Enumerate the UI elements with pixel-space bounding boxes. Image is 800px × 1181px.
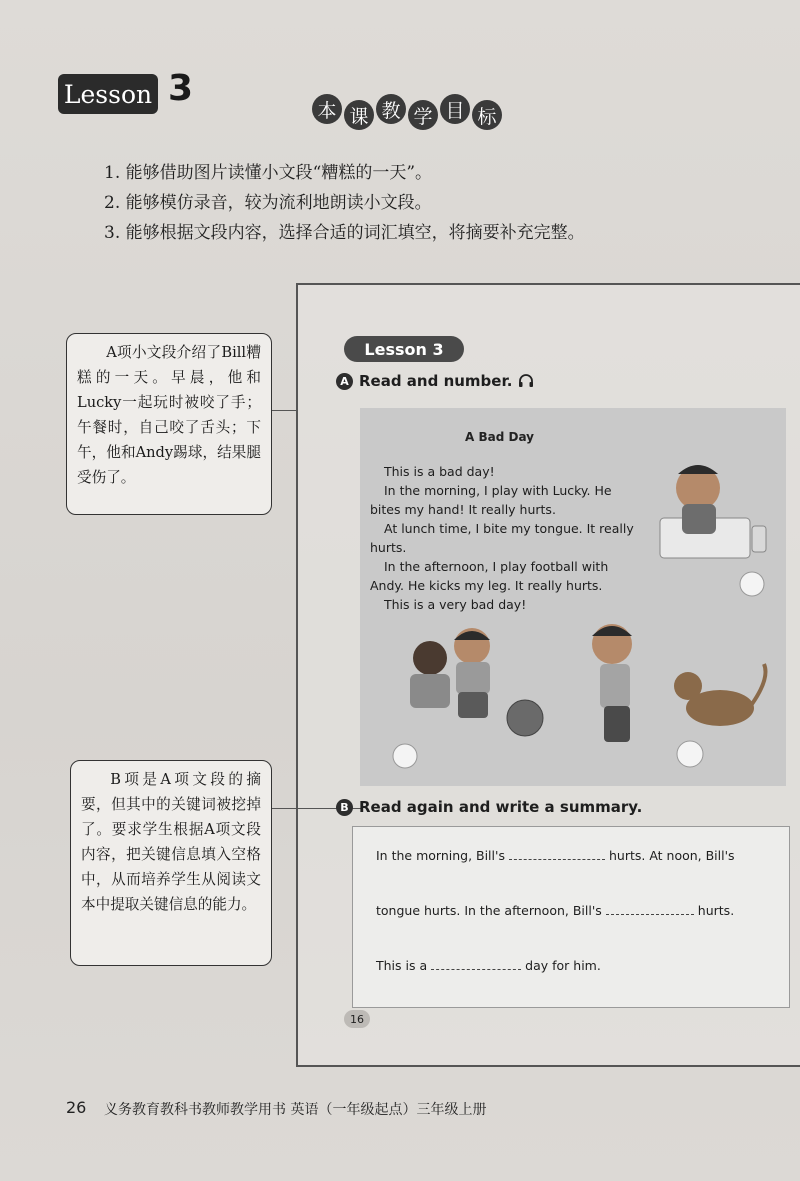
objective-title-char: 目: [440, 94, 470, 124]
note-a-connector: [272, 410, 298, 411]
objective-title-char: 教: [376, 94, 406, 124]
summary-blank-2[interactable]: [606, 913, 694, 915]
objective-item: 3. 能够根据文段内容，选择合适的词汇填空，将摘要补充完整。: [104, 223, 585, 243]
lesson-number: 3: [168, 68, 194, 109]
section-b-text: Read again and write a summary.: [359, 798, 643, 816]
lesson-pill: Lesson 3: [344, 336, 464, 362]
story-line: In the afternoon, I play football with: [384, 559, 609, 574]
footer-book-title: 义务教育教科书教师教学用书 英语（一年级起点）三年级上册: [104, 1102, 487, 1118]
summary-text: tongue hurts. In the afternoon, Bill's: [376, 903, 602, 918]
story-line: This is a bad day!: [384, 464, 495, 479]
note-a: [66, 333, 272, 515]
headphones-icon: [518, 374, 534, 388]
objectives-list: [104, 158, 585, 248]
summary-line-2: [376, 903, 734, 918]
summary-text: day for him.: [525, 958, 601, 973]
objective-title-char: 本: [312, 94, 342, 124]
note-b-text: B项是A项文段的摘要，但其中的关键词被挖掉了。要求学生根据A项文段内容，把关键信息填入空格中，从而培养学生从阅读文本中提取关键信息的能力。: [81, 771, 261, 913]
boy-eating-illustration: [660, 465, 766, 596]
lesson-word: Lesson: [63, 79, 153, 109]
story-line: In the morning, I play with Lucky. He: [384, 483, 612, 498]
summary-text: hurts.: [697, 903, 735, 918]
summary-text: In the morning, Bill's: [376, 848, 505, 863]
story-line: bites my hand! It really hurts.: [370, 502, 556, 517]
section-b-letter: B: [336, 799, 353, 816]
objective-title-char: 学: [408, 100, 438, 130]
summary-line-1: [376, 848, 735, 863]
boy-with-dog-illustration: [592, 624, 766, 767]
lesson-badge: [58, 74, 158, 114]
summary-line-3: [376, 958, 601, 973]
section-a-letter: A: [336, 373, 353, 390]
objective-title-char: 标: [472, 100, 502, 130]
summary-text: This is a: [376, 958, 428, 973]
summary-blank-1[interactable]: [509, 858, 605, 860]
note-b: [70, 760, 272, 966]
objective-title-char: 课: [344, 100, 374, 130]
story-line: At lunch time, I bite my tongue. It really: [384, 521, 634, 536]
summary-blank-3[interactable]: [431, 968, 521, 970]
student-book-page-number: 16: [344, 1010, 370, 1028]
section-a-text: Read and number.: [359, 372, 513, 390]
story-title: A Bad Day: [465, 430, 534, 444]
story-line: This is a very bad day!: [384, 597, 527, 612]
objective-item: 1. 能够借助图片读懂小文段“糟糕的一天”。: [104, 163, 433, 183]
section-a-title: [336, 372, 534, 390]
football-illustration: [393, 628, 543, 768]
section-b-title: [336, 798, 642, 816]
note-a-text: A项小文段介绍了Bill糟糕的一天。早晨，他和Lucky一起玩时被咬了手；午餐时，自己咬了舌头；下午，他和Andy踢球，结果腿受伤了。: [77, 344, 261, 486]
bleed-through-text: [390, 64, 394, 80]
story-text: [370, 462, 660, 614]
summary-text: hurts. At noon, Bill's: [608, 848, 735, 863]
objective-item: 2. 能够模仿录音，较为流利地朗读小文段。: [104, 193, 432, 213]
objective-title: [312, 94, 502, 138]
story-line: hurts.: [370, 540, 407, 555]
footer-page-number: 26: [66, 1098, 87, 1117]
story-line: Andy. He kicks my leg. It really hurts.: [370, 578, 603, 593]
